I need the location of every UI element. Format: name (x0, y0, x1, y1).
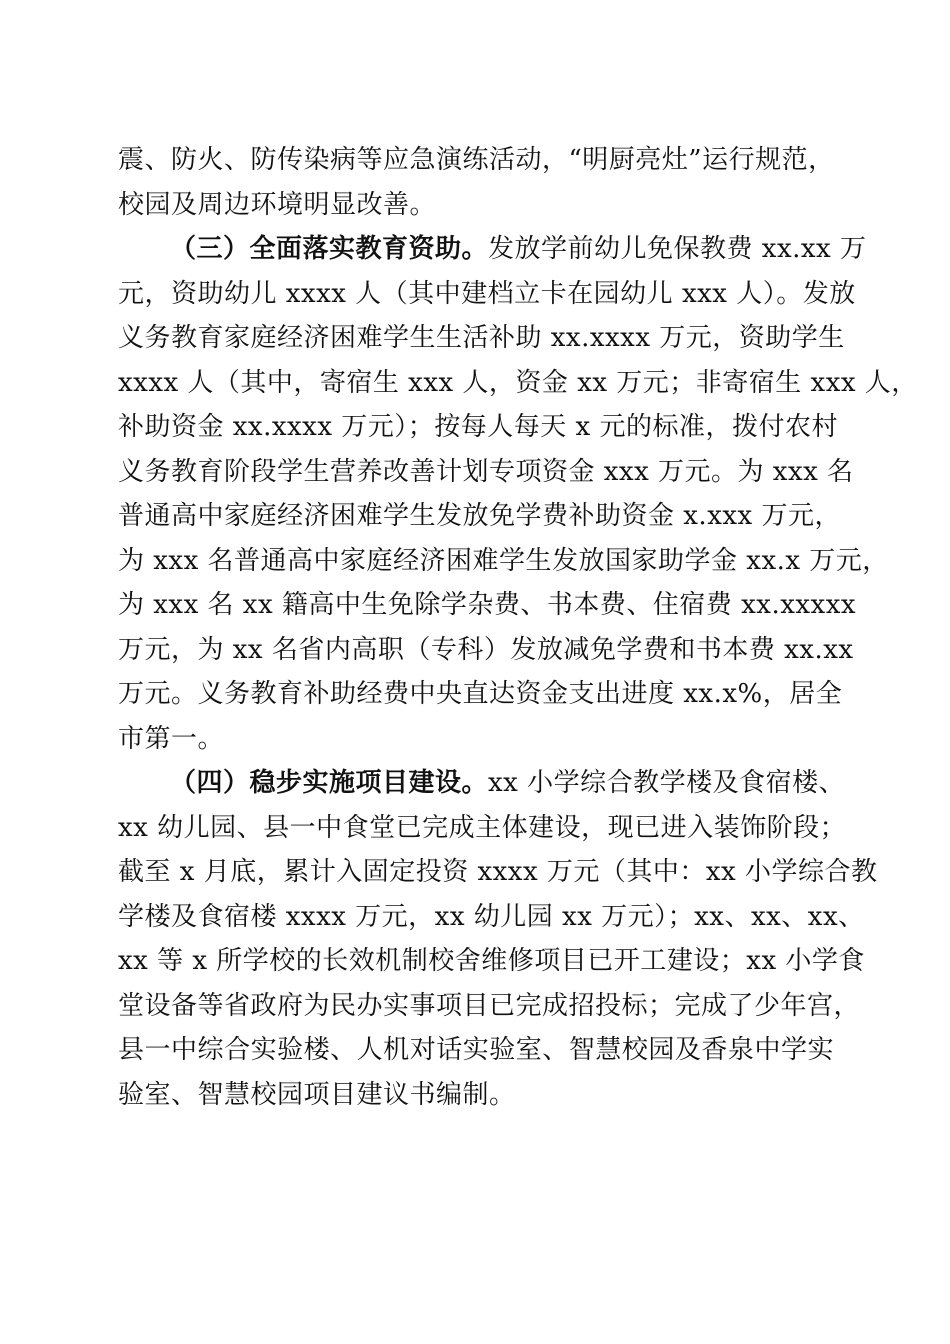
section-heading: （三）全面落实教育资助。 (170, 234, 489, 264)
text-line: xx 幼儿园、县一中食堂已完成主体建设，现已进入装饰阶段； (118, 812, 847, 843)
text-line: 万元。义务教育补助经费中央直达资金支出进度 xx.x%，居全 (118, 679, 843, 709)
text-line: xxxx 人（其中，寄宿生 xxx 人，资金 xx 万元；非寄宿生 xxx 人， (118, 367, 918, 398)
text-line: 元，资助幼儿 xxxx 人（其中建档立卡在园幼儿 xxx 人）。发放 (118, 278, 856, 309)
text-line: 学楼及食宿楼 xxxx 万元，xx 幼儿园 xx 万元）；xx、xx、xx、 (118, 901, 865, 932)
text-line: 校园及周边环境明显改善。 (118, 189, 437, 220)
text-line: 震、防火、防传染病等应急演练活动，“明厨亮灶”运行规范， (118, 145, 835, 175)
text-line (118, 227, 867, 272)
text-line (118, 761, 846, 806)
text-line: 县一中综合实验楼、人机对话实验室、智慧校园及香泉中学实 (118, 1035, 834, 1065)
paragraph-safety (118, 138, 834, 227)
text-line: 为 xxx 名普通高中家庭经济困难学生发放国家助学金 xx.x 万元， (118, 545, 889, 576)
text-line: 市第一。 (118, 723, 225, 754)
text-line: 义务教育阶段学生营养改善计划专项资金 xxx 万元。为 xxx 名 (118, 456, 854, 487)
paragraph-education-aid (118, 227, 918, 761)
text-line: 截至 x 月底，累计入固定投资 xxxx 万元（其中：xx 小学综合教 (118, 857, 878, 887)
text-run: xx 小学综合教学楼及食宿楼、 (488, 768, 846, 798)
text-line: 普通高中家庭经济困难学生发放免学费补助资金 x.xxx 万元， (118, 501, 841, 531)
paragraph-project-construction (118, 761, 878, 1117)
text-line: xx 等 x 所学校的长效机制校舍维修项目已开工建设；xx 小学食 (118, 946, 865, 976)
document-page (118, 138, 918, 1117)
text-line: 义务教育家庭经济困难学生生活补助 xx.xxxx 万元，资助学生 (118, 323, 845, 353)
text-line: 为 xxx 名 xx 籍高中生免除学杂费、书本费、住宿费 xx.xxxxx (118, 590, 857, 620)
section-heading: （四）稳步实施项目建设。 (170, 768, 489, 798)
text-line: 堂设备等省政府为民办实事项目已完成招投标；完成了少年宫， (118, 990, 861, 1021)
text-line: 万元，为 xx 名省内高职（专科）发放减免学费和书本费 xx.xx (118, 634, 854, 665)
text-line: 补助资金 xx.xxxx 万元）；按每人每天 x 元的标准，拨付农村 (118, 412, 838, 442)
text-line: 验室、智慧校园项目建议书编制。 (118, 1079, 516, 1110)
text-run: 发放学前幼儿免保教费 xx.xx 万 (488, 234, 867, 264)
